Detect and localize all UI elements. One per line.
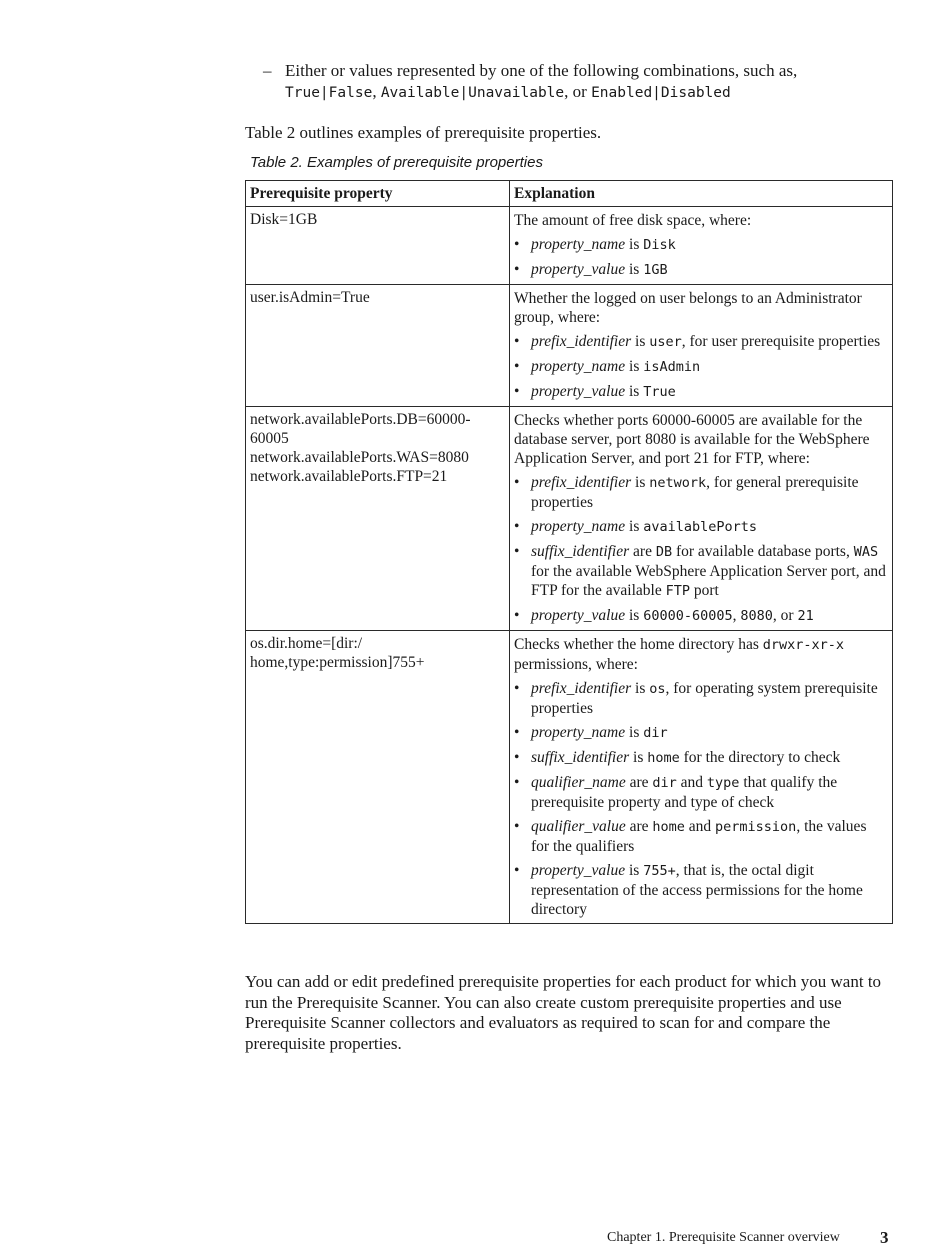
code-value: DB: [655, 544, 673, 560]
list-item: [514, 357, 888, 377]
text-fragment: is: [625, 724, 644, 741]
code-value: WAS: [853, 544, 879, 560]
chapter-footer: Chapter 1. Prerequisite Scanner overview: [607, 1230, 840, 1245]
text-fragment: , for general prerequisite properties: [531, 474, 859, 511]
list-item: [514, 817, 888, 856]
text-fragment: is: [625, 261, 644, 278]
text-fragment: is: [631, 680, 650, 697]
text-fragment: is: [625, 862, 644, 879]
list-item: [514, 773, 888, 812]
table-caption: Table 2. Examples of prerequisite properties: [250, 154, 543, 171]
text-fragment: is: [631, 333, 650, 350]
text-fragment: is: [625, 383, 644, 400]
property-cell: [246, 631, 510, 924]
explanation-bullet-list: [514, 679, 888, 919]
table-body: [246, 207, 893, 924]
explanation-bullet-list: [514, 473, 888, 626]
term-name: qualifier_value: [531, 818, 626, 835]
term-name: property_name: [531, 518, 626, 535]
text-fragment: is: [625, 358, 644, 375]
code-value: type: [706, 775, 740, 791]
code-value: True: [643, 384, 676, 400]
list-item: [514, 332, 888, 352]
term-name: suffix_identifier: [531, 543, 630, 560]
list-item: [514, 748, 888, 768]
text-fragment: Checks whether the home directory has: [514, 636, 763, 653]
list-item: [514, 517, 888, 537]
code-value: 60000-60005: [643, 608, 733, 624]
table-header-row: [246, 181, 893, 207]
property-line: network.availablePorts.WAS=8080: [250, 449, 469, 466]
property-line: network.availablePorts.FTP=21: [250, 468, 448, 485]
combo-true-false: True|False: [285, 85, 373, 101]
explanation-text: Whether the logged on user belongs to an Administrator group, where:: [514, 290, 862, 326]
explanation-cell: [510, 285, 893, 407]
header-prerequisite-property: Prerequisite property: [246, 181, 510, 207]
prerequisite-properties-table: [245, 180, 893, 924]
term-name: prefix_identifier: [531, 680, 632, 697]
separator: , or: [564, 82, 592, 101]
text-fragment: , for operating system prerequisite properties: [531, 680, 878, 717]
code-value: Disk: [643, 237, 676, 253]
table-row: [246, 631, 893, 924]
combo-available-unavailable: Available|Unavailable: [380, 85, 565, 101]
explanation-cell: [510, 207, 893, 285]
code-value: home: [647, 750, 680, 766]
text-fragment: , that is, the octal digit representation of the access permissions for the home directory: [531, 862, 863, 918]
list-item: [514, 723, 888, 743]
text-fragment: and: [684, 818, 716, 835]
explanation-bullet-list: [514, 235, 888, 280]
header-explanation: Explanation: [510, 181, 893, 207]
text-fragment: is: [625, 518, 644, 535]
property-line: home,type:permission]755+: [250, 654, 425, 671]
text-fragment: is: [625, 607, 644, 624]
code-value: network: [649, 475, 707, 491]
table-row: [246, 407, 893, 631]
property-cell: [246, 207, 510, 285]
term-name: qualifier_name: [531, 774, 626, 791]
term-name: property_name: [531, 724, 626, 741]
list-item: [514, 473, 888, 512]
list-item: [514, 260, 888, 280]
combo-enabled-disabled: Enabled|Disabled: [591, 85, 731, 101]
text-fragment: permissions, where:: [514, 656, 638, 673]
text-fragment: is: [625, 236, 644, 253]
explanation-cell: [510, 631, 893, 924]
explanation-text: [514, 635, 888, 674]
term-name: prefix_identifier: [531, 474, 632, 491]
intro-bullet: [263, 60, 903, 104]
text-fragment: ,: [732, 607, 741, 624]
text-fragment: , or: [772, 607, 798, 624]
code-value: 755+: [643, 863, 676, 879]
text-fragment: are: [625, 774, 653, 791]
explanation-text: The amount of free disk space, where:: [514, 212, 752, 229]
code-value: isAdmin: [643, 359, 701, 375]
property-line: Disk=1GB: [250, 211, 318, 228]
code-value: os: [649, 681, 666, 697]
table-row: [246, 207, 893, 285]
property-line: os.dir.home=[dir:/: [250, 635, 363, 652]
code-value: dir: [652, 775, 677, 791]
table-intro-text: Table 2 outlines examples of prerequisite properties.: [245, 123, 602, 142]
term-name: property_value: [531, 383, 626, 400]
property-line: user.isAdmin=True: [250, 289, 370, 306]
text-fragment: are: [625, 818, 653, 835]
text-fragment: and: [676, 774, 707, 791]
text-fragment: port: [689, 582, 719, 599]
term-name: property_name: [531, 236, 626, 253]
term-name: property_value: [531, 607, 626, 624]
dash-marker: –: [263, 61, 272, 80]
text-fragment: , for user prerequisite properties: [681, 333, 881, 350]
list-item: [514, 382, 888, 402]
term-name: suffix_identifier: [531, 749, 630, 766]
closing-paragraph: You can add or edit predefined prerequisite properties for each product for which you want to run the Prerequisite Scanner. You can also create custom prerequisite properties and use Prerequisite Scanner collectors and evaluators as required to scan for and compare the prerequisite properties.: [245, 972, 882, 1053]
explanation-cell: [510, 407, 893, 631]
text-fragment: , the values for the qualifiers: [531, 818, 867, 855]
table-row: [246, 285, 893, 407]
term-name: property_value: [531, 261, 626, 278]
code-value: drwxr-xr-x: [762, 637, 845, 653]
text-fragment: that qualify the prerequisite property and type of check: [531, 774, 838, 811]
text-fragment: for the directory to check: [679, 749, 841, 766]
code-value: dir: [643, 725, 668, 741]
code-value: FTP: [665, 583, 690, 599]
text-fragment: for the available WebSphere Application Server port, and FTP for the available: [531, 563, 886, 599]
term-name: property_name: [531, 358, 626, 375]
text-fragment: is: [629, 749, 648, 766]
code-value: home: [652, 819, 685, 835]
intro-bullet-text: [285, 60, 903, 104]
code-value: availablePorts: [643, 519, 758, 535]
text-fragment: for available database ports,: [672, 543, 854, 560]
separator: ,: [372, 82, 381, 101]
term-name: prefix_identifier: [531, 333, 632, 350]
property-cell: [246, 407, 510, 631]
page-number: 3: [880, 1228, 889, 1247]
term-name: property_value: [531, 862, 626, 879]
explanation-bullet-list: [514, 332, 888, 402]
code-value: permission: [715, 819, 797, 835]
list-item: [514, 679, 888, 718]
code-value: 1GB: [643, 262, 668, 278]
list-item: [514, 861, 888, 919]
property-line: 60005: [250, 430, 289, 447]
code-value: 8080: [740, 608, 773, 624]
intro-text: Either or values represented by one of the following combinations, such as,: [285, 61, 798, 80]
explanation-text: Checks whether ports 60000-60005 are available for the database server, port 8080 is available for the WebSphere Application Server, and port 21 for FTP, where:: [514, 412, 870, 467]
property-line: network.availablePorts.DB=60000-: [250, 411, 471, 428]
list-item: [514, 542, 888, 601]
code-value: user: [649, 334, 682, 350]
list-item: [514, 235, 888, 255]
property-cell: [246, 285, 510, 407]
text-fragment: are: [629, 543, 656, 560]
text-fragment: is: [631, 474, 650, 491]
code-value: 21: [797, 608, 814, 624]
list-item: [514, 606, 888, 626]
